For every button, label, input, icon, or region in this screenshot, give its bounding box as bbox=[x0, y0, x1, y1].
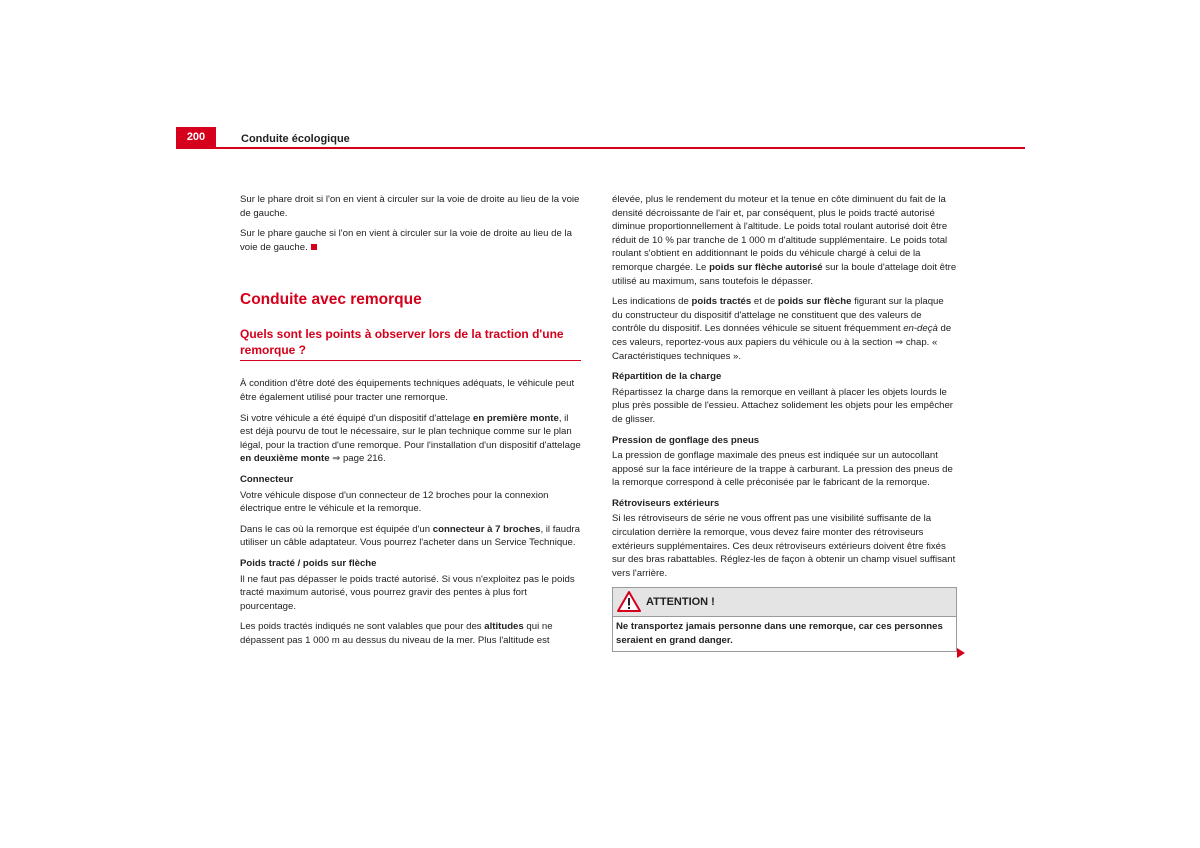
text: Les indications de bbox=[612, 296, 692, 308]
header-rule bbox=[176, 147, 1025, 149]
paragraph: Si les rétroviseurs de série ne vous offrent pas une visibilité suffisante de la circulation derrière la remorque, vous devez faire monter des rétroviseurs extérieurs supplémentaires. Ces deux rétroviseurs extérieurs doivent être fixés sur des bras rabattables. Réglez-les de façon à obtenir un champ visuel suffisant vers l'arrière. bbox=[612, 513, 956, 579]
text: figurant sur la plaque du constructeur du dispositif d'attelage ne constituent que des valeurs de contrôle du dispositif. Les données véhicule se situent fréquemment bbox=[612, 296, 944, 335]
page-number: 200 bbox=[176, 127, 216, 148]
text: Dans le cas où la remorque est équipée d'un bbox=[240, 523, 433, 535]
paragraph: Votre véhicule dispose d'un connecteur de 12 broches pour la connexion électrique entre le véhicule et la remorque. bbox=[240, 489, 549, 515]
chapter-reference-link[interactable]: de ces valeurs, reportez-vous aux papiers du véhicule ou à la section ⇒ chap. « Caractéristiques techniques ». bbox=[612, 323, 952, 362]
section-heading: Quels sont les points à observer lors de la traction d'une remorque ? bbox=[240, 326, 581, 361]
text: qui ne dépassent pas 1 000 m au dessus du niveau de la mer. Plus l'altitude est bbox=[240, 621, 553, 646]
paragraph bbox=[240, 227, 581, 254]
text: , il est déjà pourvu de tout le nécessaire, sur le plan technique comme sur le plan légal, pour la traction d'une remorque. Pour l'installation d'un dispositif d'attelage bbox=[240, 412, 581, 451]
warning-box bbox=[612, 587, 957, 651]
warning-text: Ne transportez jamais personne dans une remorque, car ces personnes seraient en grand danger. bbox=[616, 621, 943, 647]
subheading: Pression de gonflage des pneus bbox=[612, 434, 760, 446]
running-title: Conduite écologique bbox=[241, 133, 350, 145]
subheading: Répartition de la charge bbox=[612, 371, 722, 383]
paragraph bbox=[240, 523, 581, 550]
bold-text: altitudes bbox=[484, 621, 524, 633]
subheading: Rétroviseurs extérieurs bbox=[612, 497, 720, 509]
paragraph bbox=[240, 412, 581, 466]
bold-text: connecteur à 7 broches bbox=[432, 523, 541, 535]
bold-text: poids sur flèche bbox=[777, 296, 852, 308]
left-column bbox=[240, 193, 581, 654]
paragraph: À condition d'être doté des équipements techniques adéquats, le véhicule peut être également utilisé pour tracter une remorque. bbox=[240, 378, 575, 403]
paragraph-text: Sur le phare gauche si l'on en vient à circuler sur la voie de droite au lieu de la voie de gauche. bbox=[240, 228, 572, 253]
text: Les poids tractés indiqués ne sont valables que pour des bbox=[240, 621, 485, 633]
subheading: Connecteur bbox=[240, 473, 294, 485]
paragraph bbox=[612, 193, 957, 288]
bold-text: poids tractés bbox=[691, 296, 752, 308]
text: élevée, plus le rendement du moteur et la tenue en côte diminuent du fait de la densité décroissante de l'air et, par conséquent, plus le poids tracté autorisé diminue proportionnellement à l'altitude. Le poids total roulant autorisé doit être réduit de 10 % par tranche de 1 000 m d'altitude supplémentaire. Le poids total roulant s'obtient en additionnant le poids du véhicule chargé à celui de la remorque chargée. Le bbox=[612, 194, 948, 273]
end-of-section-square-icon bbox=[311, 244, 317, 250]
italic-text: en-deçà bbox=[903, 323, 938, 335]
page-reference-link[interactable]: ⇒ page 216. bbox=[329, 453, 386, 465]
right-column bbox=[612, 193, 957, 652]
paragraph: Sur le phare droit si l'on en vient à circuler sur la voie de droite au lieu de la voie de gauche. bbox=[240, 194, 580, 219]
warning-triangle-icon bbox=[617, 590, 641, 614]
text: et de bbox=[751, 296, 778, 308]
bold-text: poids sur flèche autorisé bbox=[709, 261, 823, 273]
paragraph bbox=[612, 295, 957, 363]
paragraph: Il ne faut pas dépasser le poids tracté autorisé. Si vous n'exploitez pas le poids tracté maximum autorisé, vous pourrez gravir des pentes à plus fort pourcentage. bbox=[240, 573, 575, 612]
warning-header bbox=[613, 588, 956, 617]
text: sur la boule d'attelage doit être utilisé au maximum, sans toutefois le dépasser. bbox=[612, 261, 957, 287]
warning-title: ATTENTION ! bbox=[646, 595, 715, 608]
paragraph: Répartissez la charge dans la remorque en veillant à placer les objets lourds le plus près possible de l'essieu. Attachez solidement les objets pour les empêcher de glisser. bbox=[612, 386, 953, 425]
paragraph: La pression de gonflage maximale des pneus est indiquée sur un autocollant apposé sur la face intérieure de la trappe à carburant. La pression des pneus de la remorque correspond à celle préconisée par le fabricant de la remorque. bbox=[612, 450, 953, 489]
chapter-heading: Conduite avec remorque bbox=[240, 291, 422, 309]
paragraph bbox=[240, 620, 581, 647]
text: , il faudra utiliser un câble adaptateur. Vous pourrez l'acheter dans un Service Technique. bbox=[240, 523, 580, 549]
continue-arrow-icon bbox=[957, 648, 965, 658]
bold-text: en deuxième monte bbox=[240, 453, 330, 465]
bold-text: en première monte bbox=[473, 412, 559, 424]
subheading: Poids tracté / poids sur flèche bbox=[240, 557, 377, 569]
text: Si votre véhicule a été équipé d'un dispositif d'attelage bbox=[240, 412, 473, 424]
